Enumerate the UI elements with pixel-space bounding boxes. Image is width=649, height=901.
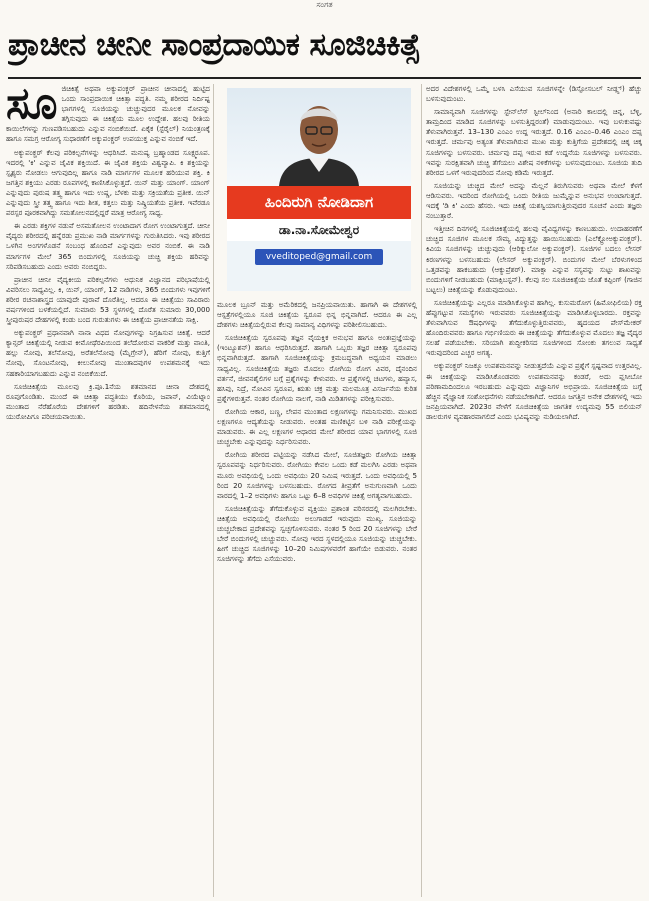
article-column-2 — [217, 300, 417, 897]
paragraph: ಅಕ್ಯುಪಂಕ್ಚರ್ ಕೆಲವು ಪರಿಕಲ್ಪನೆಗಳನ್ನು ಆಧರಿಸಿದೆ. ಮನುಷ್ಯ ಬ್ರಹ್ಮಾಂಡದ ಸೂಕ್ಷ್ಮರೂಪ. ಇದರಲ್ಲಿ 'ಕಿ' ಎನ್ನುವ ಜೈವಿಕ ಶಕ್ತಿಯಿದೆ. ಈ ಜೈವಿಕ ಶಕ್ತಿಯ ವಿಶ್ವವ್ಯಾಪಿ. ಕಿ ಶಕ್ತಿಯನ್ನು ಸ್ಪೃಶ್ಯರು ನೋಡಲು ಆಗುವುದಿಲ್ಲ ಹಾಗೂ ನಾಡಿ ಮಾರ್ಗಗಳ ಮೂಲಕ ಹರಿಯುವ ಶಕ್ತಿ. ಕಿ ಜಗತ್ತಿನ ಶಕ್ತಿಯು ಎರಡು ರೂಪಗಳಲ್ಲಿ ಕಾಣಿಸಿಕೊಳ್ಳುತ್ತದೆ. ಯಿನ್ ಮತ್ತು ಯಾಂಗ್. ಯಾಂಗ್ ಎನ್ನುವುದು ಪುರುಷ ತತ್ತ್ವ ಹಾಗೂ ಇದು ಉಷ್ಣ, ಬೆಳಕು ಮತ್ತು ಸಕ್ರಿಯತೆಯ ಪ್ರತೀಕ. ಯಿನ್ ಎನ್ನುವುದು ಸ್ತ್ರೀ ತತ್ತ್ವ ಹಾಗೂ ಇದು ಶೀತ, ಕತ್ತಲು ಮತ್ತು ನಿಷ್ಕ್ರಿಯತೆಯ ಪ್ರತೀಕ. ಇವೆರಡೂ ಪರಸ್ಪರ ಪೂರಕವಾಗಿದ್ದು ಸಮತೋಲನದಲ್ಲಿದ್ದರೆ ಮಾತ್ರ ಆರೋಗ್ಯ ಸಾಧ್ಯ. — [6, 147, 210, 218]
paragraph: ಸೂಜಿಚಿಕಿತ್ಸೆಯ ಮೂಲವು ಕ್ರಿ.ಪೂ.1ನೆಯ ಶತಮಾನದ ಚೀನಾ ದೇಶದಲ್ಲಿ ರೂಪುಗೊಂಡಿತು. ಮುಂದೆ ಈ ಚಿಕಿತ್ಸಾ ಪದ್ಧತಿಯು ಕೊರಿಯ, ಜಪಾನ್, ವಿಯೆಟ್ನಾಂ ಮುಂತಾದ ನೆರೆಹೊರೆಯ ದೇಶಗಳಿಗೆ ಹರಡಿತು. ಹದಿನೇಳನೆಯ ಶತಮಾನದಲ್ಲಿ ಯುರೋಪಿಗೂ ಪರಿಚಯವಾಯಿತು. — [6, 381, 210, 421]
paragraph: ಸೂಜಿಚಿಕಿತ್ಸೆಯನ್ನು ತೆಗೆದುಕೊಳ್ಳುವ ವ್ಯಕ್ತಿಯು ಪ್ರಶಾಂತ ಪರಿಸರದಲ್ಲಿ ಮಲಗಿರಬೇಕು. ಚಿಕಿತ್ಸೆಯ ಅವಧಿಯಲ್ಲಿ ರೋಗಿಯು ಅಲುಗಾಡದೆ ಇರುವುದು ಮುಖ್ಯ. ಸೂಜಿಯನ್ನು ಚುಚ್ಚಬೇಕಾದ ಪ್ರದೇಶವನ್ನು ಸ್ವಚ್ಛಗೊಳಿಸುವರು. ನಂತರ 5 ರಿಂದ 20 ಸೂಜಿಗಳನ್ನು ಬೇರೆ ಬೇರೆ ಬಿಂದುಗಳಲ್ಲಿ ಚುಚ್ಚುವರು. ನೋವು ಇರದ ಸ್ಥಳದಲ್ಲಿಯೂ ಸೂಜಿಯನ್ನು ಚುಚ್ಚಬೇಕು. ಹೀಗೆ ಚುಚ್ಚಿದ ಸೂಜಿಗಳನ್ನು 10–20 ನಿಮಿಷಗಳವರೆಗೆ ಹಾಗೆಯೇ ಬಿಡುವರು. ನಂತರ ಸೂಜಿಗಳನ್ನು ತೆಗೆದು ಎಸೆಯುವರು. — [217, 503, 417, 564]
article-column-3 — [426, 84, 642, 897]
paragraph: ಸೂಜಿಯನ್ನು ಚುಚ್ಚಿದ ಮೇಲೆ ಅದನ್ನು ಮೆಲ್ಲನೆ ತಿರುಗಿಸುವರು ಅಥವಾ ಮೇಲೆ ಕೆಳಗೆ ಆಡಿಸುವರು. ಇದರಿಂದ ರೋಗಿಯಲ್ಲಿ ಒಂದು ರೀತಿಯ ಜುಮ್ಮೆನ್ನುವ ಅನುಭವ ಉಂಟಾಗುತ್ತದೆ. ಇದಕ್ಕೆ 'ಡಿ ಕಿ' ಎಂದು ಹೆಸರು. ಇದು ಚಿಕಿತ್ಸೆ ಯಶಸ್ವಿಯಾಗುತ್ತಿರುವುದರ ಸೂಚನೆ ಎಂದು ತಜ್ಞರು ನಂಬುತ್ತಾರೆ. — [426, 180, 642, 221]
paragraph-text: ಜಿಚಿಕಿತ್ಸೆ ಅಥವಾ ಅಕ್ಯುಪಂಕ್ಚರ್ ಪ್ರಾಚೀನ ಚೀನಾದಲ್ಲಿ ಹುಟ್ಟಿದ ಒಂದು ಸಾಂಪ್ರದಾಯಿಕ ಚಿಕಿತ್ಸಾ ಪದ್ಧತಿ. ನಮ್ಮ ಶರೀರದ ನಿರ್ದಿಷ್ಟ ಭಾಗಗಳಲ್ಲಿ ಸೂಜಿಯನ್ನು ಚುಚ್ಚುವುದರ ಮೂಲಕ ನೋವನ್ನು ತಗ್ಗಿಸುವುದು ಈ ಚಿಕಿತ್ಸೆಯ ಮೂಲ ಉದ್ದೇಶ. ಹಲವು ರೀತಿಯ ಕಾಯಿಲೆಗಳನ್ನು ಗುಣಪಡಿಸಬಹುದು ಎನ್ನುವ ನಂಬಿಕೆಯಿದೆ. ಏಕೈಕ (ಸ್ಟೆರೈಲ್) ನಿಯಂತ್ರಣಕ್ಕೆ ಹಾಗೂ ಸಮಗ್ರ ಆರೋಗ್ಯ ಸುಧಾರಣೆಗೆ ಅಕ್ಯುಪಂಕ್ಚರ್ ಉಪಯುಕ್ತ ಎನ್ನುವ ನಂಬಿಕೆ ಇದೆ. — [6, 84, 210, 144]
paragraph: ಪ್ರಾಚೀನ ಚೀನೀ ವೈದ್ಯಕೀಯ ಪರಿಕಲ್ಪನೆಗಳು ಆಧುನಿಕ ವಿಜ್ಞಾನದ ಪರಿಭಾಷೆಯಲ್ಲಿ ವಿವರಿಸಲು ಸಾಧ್ಯವಿಲ್ಲ. ಕಿ, ಯಿನ್, ಯಾಂಗ್, 12 ನಾಡಿಗಳು, 365 ಬಿಂದುಗಳು ಇವುಗಳಿಗೆ ಶರೀರ ರಚನಾಶಾಸ್ತ್ರದ ಯಾವುದೇ ಪುರಾವೆ ದೊರೆತಿಲ್ಲ. ಆದರೂ ಈ ಚಿಕಿತ್ಸೆಯು ಸಾವಿರಾರು ವರ್ಷಗಳಿಂದ ಬಳಕೆಯಲ್ಲಿದೆ. ಸುಮಾರು 53 ಸ್ಥಳಗಳಲ್ಲಿ ದೊರೆತ ಸುಮಾರು 30,000 ಸ್ತ್ರೀಪುರುಷರ ದೇಹಗಳಲ್ಲಿ ಕಂಡು ಬಂದ ಗುರುತುಗಳು ಈ ಚಿಕಿತ್ಸೆಯ ಪ್ರಾಚೀನತೆಯ ಸಾಕ್ಷಿ. — [6, 274, 210, 325]
paragraph: ಅಕ್ಯುಪಂಕ್ಚರ್ ಪ್ರಧಾನವಾಗಿ ನಾನಾ ವಿಧದ ನೋವುಗಳನ್ನು ನಿಗ್ರಹಿಸುವ ಚಿಕಿತ್ಸೆ. ಆದರೆ ಕ್ಯಾನ್ಸರ್ ಚಿಕಿತ್ಸೆಯಲ್ಲಿ ನೀಡುವ ಕೀಮೋಥೆರಪಿಯಿಂದ ತಲೆದೋರುವ ವಾಕರಿಕೆ ಮತ್ತು ವಾಂತಿ, ಹಲ್ಲು ನೋವು, ತಲೆನೋವು, ಅರೆತಲೆನೋವು (ಮೈಗ್ರೇನ್), ಹೆರಿಗೆ ನೋವು, ಕುತ್ತಿಗೆ ನೋವು, ಸೊಂಟನೋವು, ಕೀಲುನೋವು ಮುಂತಾದವುಗಳ ಉಪಶಮನಕ್ಕೆ ಇದು ಸಹಕಾರಿಯಾಗಬಹುದು ಎನ್ನುವ ನಂಬಿಕೆಯಿದೆ. — [6, 328, 210, 378]
author-portrait-photo — [227, 88, 411, 186]
column-divider — [421, 84, 422, 897]
paragraph: ಇತ್ತೀಚಿನ ದಿನಗಳಲ್ಲಿ ಸೂಜಿಚಿಕಿತ್ಸೆಯಲ್ಲಿ ಹಲವು ವೈವಿಧ್ಯಗಳನ್ನು ಕಾಣಬಹುದು. ಉದಾಹರಣೆಗೆ ಚುಚ್ಚಿದ ಸೂಜಿಗಳ ಮೂಲಕ ಸೌಮ್ಯ ವಿದ್ಯುತ್ತನ್ನು ಹಾಯಿಸಬಹುದು (ಎಲೆಕ್ಟ್ರೋಅಕ್ಯುಪಂಕ್ಚರ್). ಕಿವಿಯ ಸೂಜಿಗಳನ್ನು ಚುಚ್ಚುವುದು (ಆರಿಕ್ಯುಲೋ ಅಕ್ಯುಪಂಕ್ಚರ್). ಸೂಜಿಗಳ ಬದಲು ಲೇಸರ್ ಕಿರಣಗಳನ್ನು ಬಳಸಬಹುದು (ಲೇಸರ್ ಅಕ್ಯುಪಂಕ್ಚರ್). ಬಿಂದುಗಳ ಮೇಲೆ ಬೆರಳುಗಳಿಂದ ಒತ್ತಡವನ್ನು ಹಾಕಬಹುದು (ಆಕ್ಯುಪ್ರೆಶರ್). ಮಾಕ್ಸಾ ಎನ್ನುವ ಸಸ್ಯವನ್ನು ಸುಟ್ಟು ಶಾಖವನ್ನು ಬಿಂದುಗಳಿಗೆ ನೀಡಬಹುದು (ಮಾಕ್ಸಿಬಸ್ಟನ್). ಕೆಲವು ಸಲ ಸೂಜಿಚಿಕಿತ್ಸೆಯ ಜೊತೆ ಕಪ್ಪಿಂಗ್ (ಗಾಜಿನ ಬಟ್ಟಲು) ಚಿಕಿತ್ಸೆಯನ್ನು ಕೊಡುವುದುಂಟು. — [426, 224, 642, 294]
column-divider — [213, 84, 214, 897]
paragraph: ಸೂಜಿಚಿಕಿತ್ಸೆಯ ಸ್ವರೂಪವು ತಜ್ಞನ ವೈಯಕ್ತಿಕ ಅನುಭವ ಹಾಗೂ ಅಂತಃಪ್ರಜ್ಞೆಯನ್ನು (ಇಂಟ್ಯೂಶನ್) ಹಾಗೂ ಆಧರಿಸಿರುತ್ತದೆ. ಹಾಗಾಗಿ ಒಬ್ಬರು ತಜ್ಞರ ಚಿಕಿತ್ಸಾ ಸ್ವರೂಪವು ಭಿನ್ನವಾಗಿರುತ್ತದೆ. ಹಾಗಾಗಿ ಸೂಜಿಚಿಕಿತ್ಸೆಯನ್ನು ಕ್ರಮಬದ್ಧವಾಗಿ ಅಧ್ಯಯನ ಮಾಡಲು ಸಾಧ್ಯವಿಲ್ಲ. ಸೂಜಿಚಿಕಿತ್ಸೆಯ ತಜ್ಞರು ಮೊದಲು ರೋಗಿಯ ರೋಗ ವಿವರ, ದೈನಂದಿನ ವರ್ತನೆ, ಜೀವನಶೈಲಿಗಳ ಬಗ್ಗೆ ಪ್ರಶ್ನೆಗಳನ್ನು ಕೇಳುವರು. ಆ ಪ್ರಶ್ನೆಗಳಲ್ಲಿ ಚಟಗಳು, ಹವ್ಯಾಸ, ಹಸಿವು, ನಿದ್ರೆ, ನೋವಿನ ಸ್ವರೂಪ, ಋತು ಚಕ್ರ ಮತ್ತು ಮಲಮೂತ್ರ ವಿಸರ್ಜನೆಯ ಕುರಿತ ಪ್ರಶ್ನೆಗಳಿರುತ್ತವೆ. ನಂತರ ರೋಗಿಯ ನಾಲಗೆ, ನಾಡಿ ಮಿಡಿತಗಳನ್ನು ಪರೀಕ್ಷಿಸುವರು. — [217, 333, 417, 403]
article-column-1 — [6, 84, 210, 897]
paragraph: ಈ ಎರಡು ಶಕ್ತಿಗಳ ನಡುವೆ ಅಸಮತೋಲನ ಉಂಟಾದಾಗ ರೋಗ ಉಂಟಾಗುತ್ತದೆ. ಚೀನೀ ವೈದ್ಯರು ಶರೀರದಲ್ಲಿ ಹನ್ನೆರಡು ಪ್ರಮುಖ ನಾಡಿ ಮಾರ್ಗಗಳನ್ನು ಗುರುತಿಸಿದರು. ಇವು ಶರೀರದ ಒಳಗಿನ ಅಂಗಗಳೊಡನೆ ಸಂಬಂಧ ಹೊಂದಿವೆ ಎನ್ನುವುದು ಅವರ ನಂಬಿಕೆ. ಈ ನಾಡಿ ಮಾರ್ಗಗಳ ಮೇಲೆ 365 ಬಿಂದುಗಳಲ್ಲಿ ಸೂಜಿಯನ್ನು ಚುಚ್ಚಿ ಶಕ್ತಿಯ ಹರಿವನ್ನು ಸರಿಪಡಿಸಬಹುದು ಎಂದು ಅವರು ನಂಬಿದ್ದರು. — [6, 221, 210, 271]
paragraph: ಸಾಮಾನ್ಯವಾಗಿ ಸೂಜಿಗಳನ್ನು ಸ್ಟೇನ್‌ಲೆಸ್ ಸ್ಟೀಲ್‌ನಿಂದ (ಅನಾರಿ ಕಾಲದಲ್ಲಿ ಚಿನ್ನ, ಬೆಳ್ಳಿ, ತಾಮ್ರದಿಂದ ಮಾಡಿದ ಸೂಜಿಗಳನ್ನು ಬಳಸುತ್ತಿದ್ದರಂತೆ) ಮಾಡುವುದುಂಟು. ಇವು ಬಳುಕುವಷ್ಟು ತೆಳುವಾಗಿರುತ್ತವೆ. 13–130 ಎಂಎಂ ಉದ್ದ ಇರುತ್ತದೆ. 0.16 ಎಂಎಂ–0.46 ಎಂಎಂ ದಪ್ಪ ಇರುತ್ತದೆ. ಚರ್ಮವು ಅತ್ಯಂತ ತೆಳುವಾಗಿರುವ ಮುಖ ಮತ್ತು ಕುತ್ತಿಗೆಯ ಪ್ರದೇಶದಲ್ಲಿ ಚಿಕ್ಕ ಚಿಕ್ಕ ಸೂಜಿಗಳನ್ನು ಬಳಸುವರು. ಚರ್ಮವು ದಪ್ಪ ಇರುವ ಕಡೆ ಉದ್ದನೆಯ ಸೂಜಿಗಳನ್ನು ಬಳಸುವರು. ಇವನ್ನು ಸುರಕ್ಷಿತವಾಗಿ ಚುಚ್ಚಿ ತೆಗೆಯಲು ವಿಶೇಷ ನಳಿಕೆಗಳನ್ನು ಬಳಸುವುದುಂಟು. ಸೂಜಿಯ ತುದಿ ಶರೀರದ ಒಳಗೆ ಇರುವುದರಿಂದ ನೋವು ಕಡಿಮೆ ಇರುತ್ತದೆ. — [426, 107, 642, 177]
paragraph: ಮೂಲಕ ಬ್ರೂನ್ ಮತ್ತು ಅಮೆರಿಕದಲ್ಲಿ ಜನಪ್ರಿಯವಾಯಿತು. ಹಾಗಾಗಿ ಈ ದೇಶಗಳಲ್ಲಿ ಆಸ್ಪತ್ರೆಗಳಲ್ಲಿಯೂ ಸೂಜಿ ಚಿಕಿತ್ಸೆಯ ಸ್ವರೂಪ ಭಿನ್ನ ಭಿನ್ನವಾಗಿದೆ. ಆದರೂ ಈ ಎಲ್ಲ ದೇಶಗಳು ಚಿಕಿತ್ಸೆಯಲ್ಲಿರುವ ಕೆಲವು ಸಾಮಾನ್ಯ ವಿಧಿಗಳನ್ನು ಪರಿಶೀಲಿಸಬಹುದು. — [217, 300, 417, 330]
drop-cap: ಸೂ — [6, 84, 58, 129]
paragraph: ಅದರ ವಿದೇಶಗಳಲ್ಲಿ ಒಮ್ಮೆ ಬಳಸಿ ಎಸೆಯುವ ಸೂಜಿಗಳನ್ನೇ (ಡಿಸ್ಪೋಸಬಲ್ ನೀಡ್ಲ್ಸ್) ಹೆಚ್ಚು ಬಳಸುವುದುಂಟು. — [426, 84, 642, 104]
article-headline: ಪ್ರಾಚೀನ ಚೀನೀ ಸಾಂಪ್ರದಾಯಿಕ ಸೂಜಿಚಿಕಿತ್ಸೆ — [8, 27, 421, 63]
paragraph: ಅಕ್ಯುಪಂಕ್ಚರ್ ನಿಜಕ್ಕೂ ಉಪಶಮನವನ್ನು ನೀಡುತ್ತದೆಯೆ ಎನ್ನುವ ಪ್ರಶ್ನೆಗೆ ಸ್ಪಷ್ಟವಾದ ಉತ್ತರವಿಲ್ಲ. ಈ ಚಿಕಿತ್ಸೆಯನ್ನು ಮಾಡಿಸಿಕೊಂಡವರು ಉಪಶಮನವನ್ನು ಕಂಡರೆ, ಅದು ಪ್ಲಸೀಬೋ ಪರಿಣಾಮದಿಂದಲೂ ಇರಬಹುದು ಎನ್ನುವುದು ವಿಜ್ಞಾನಿಗಳ ಅಭಿಪ್ರಾಯ. ಸೂಜಿಚಿಕಿತ್ಸೆಯ ಬಗ್ಗೆ ಹೆಚ್ಚಿನ ವೈಜ್ಞಾನಿಕ ಸಂಶೋಧನೆಗಳು ನಡೆಯಬೇಕಾಗಿದೆ. ಆದರೂ ಜಗತ್ತಿನ ಅನೇಕ ದೇಶಗಳಲ್ಲಿ ಇದು ಜನಪ್ರಿಯವಾಗಿದೆ. 2023ರ ವೇಳೆಗೆ ಸೂಜಿಚಿಕಿತ್ಸೆಯ ಜಾಗತಿಕ ಉದ್ಯಮವು 55 ಬಿಲಿಯನ್ ಡಾಲರುಗಳ ವ್ಯವಹಾರವಾಗಲಿದೆ ಎಂದು ಭವಿಷ್ಯವನ್ನು ನುಡಿಯಲಾಗಿದೆ. — [426, 361, 642, 421]
paragraph: ಸೂಜಿಚಿಕಿತ್ಸೆಯನ್ನು ಎಲ್ಲರೂ ಮಾಡಿಸಿಕೊಳ್ಳುವ ಹಾಗಿಲ್ಲ. ಕುಸುಮರೋಗ (ಹಿಮೋಫಿಲಿಯ) ರಕ್ತ ಹೆಪ್ಪುಗಟ್ಟುವ ಸಮಸ್ಯೆಗಳು ಇರುವವರು ಸೂಜಿಚಿಕಿತ್ಸೆಯನ್ನು ಮಾಡಿಸಿಕೊಳ್ಳಬಾರದು. ರಕ್ತವನ್ನು ತೆಳುವಾಗಿಸುವ ಔಷಧಿಗಳನ್ನು ತೆಗೆದುಕೊಳ್ಳುತ್ತಿರುವವರು, ಹೃದಯದ ಪೇಸ್‌ಮೇಕರ್ ಹೊಂದಿರುವವರು ಹಾಗೂ ಗರ್ಭಿಣಿಯರು ಈ ಚಿಕಿತ್ಸೆಯನ್ನು ತೆಗೆದುಕೊಳ್ಳುವ ಮೊದಲು ತಜ್ಞ ವೈದ್ಯರ ಸಲಹೆ ಪಡೆಯಬೇಕು. ಸರಿಯಾಗಿ ಶುದ್ಧೀಕರಿಸದ ಸೂಜಿಗಳಿಂದ ಸೋಂಕು ತಗಲುವ ಸಾಧ್ಯತೆ ಇರುವುದರಿಂದ ಎಚ್ಚರ ಅಗತ್ಯ. — [426, 297, 642, 358]
paragraph: ರೋಗಿಯ ಆಕಾರ, ಬಣ್ಣ, ಲೇಪನ ಮುಂತಾದ ಲಕ್ಷಣಗಳನ್ನು ಗಮನಿಸುವರು. ಮುಖದ ಲಕ್ಷಣಗಳೂ ಆದ್ಯತೆಯನ್ನು ನೀಡುವರು. ಅಂತಹ ಮಣಿಕಟ್ಟಿನ ಬಳಿ ನಾಡಿ ಪರೀಕ್ಷೆಯನ್ನು ಮಾಡುವರು. ಈ ಎಲ್ಲ ಲಕ್ಷಣಗಳ ಆಧಾರದ ಮೇಲೆ ಶರೀರದ ಯಾವ ಭಾಗಗಳಲ್ಲಿ ಸೂಜಿ ಚುಚ್ಚಬೇಕು ಎನ್ನುವುದನ್ನು ನಿರ್ಧರಿಸುವರು. — [217, 406, 417, 447]
paragraph: ರೋಗಿಯ ಶರೀರದ ಪಟ್ಟಿಯನ್ನು ನಡೆಸಿದ ಮೇಲೆ, ಸೂಜಿತಜ್ಞರು ರೋಗಿಯ ಚಿಕಿತ್ಸಾ ಸ್ವರೂಪವನ್ನು ನಿರ್ಧರಿಸುವರು. ರೋಗಿಯು ಕೇವಲ ಒಂದು ಕಡೆ ಮಲಗಿಸಿ ಎರಡು ಅಥವಾ ಮೂರು ಅವಧಿಯಲ್ಲಿ ಒಂದು ಅವಧಿಯು 20 ನಿಮಿಷ ಇರುತ್ತದೆ. ಒಂದು ಅವಧಿಯಲ್ಲಿ 5 ರಿಂದ 20 ಸೂಜಿಗಳನ್ನು ಬಳಸಬಹುದು. ರೋಗದ ತೀವ್ರತೆಗೆ ಅನುಗುಣವಾಗಿ ಒಂದು ವಾರದಲ್ಲಿ 1–2 ಅವಧಿಗಳು ಹಾಗೂ ಒಟ್ಟು 6–8 ಅವಧಿಗಳ ಚಿಕಿತ್ಸೆ ಅಗತ್ಯವಾಗಬಹುದು. — [217, 450, 417, 500]
columnist-photo-box — [227, 88, 411, 291]
author-byline: ಡಾ.ನಾ.ಸೋಮೇಶ್ವರ — [227, 219, 411, 241]
headline-rule — [8, 77, 641, 79]
column-banner: ಹಿಂದಿರುಗಿ ನೋಡಿದಾಗ — [227, 186, 411, 219]
author-email[interactable]: vveditoped@gmail.com — [255, 249, 383, 265]
portrait-silhouette-icon — [227, 88, 411, 186]
lead-paragraph — [6, 84, 210, 145]
section-masthead: ಸಂಗತ — [316, 0, 333, 9]
